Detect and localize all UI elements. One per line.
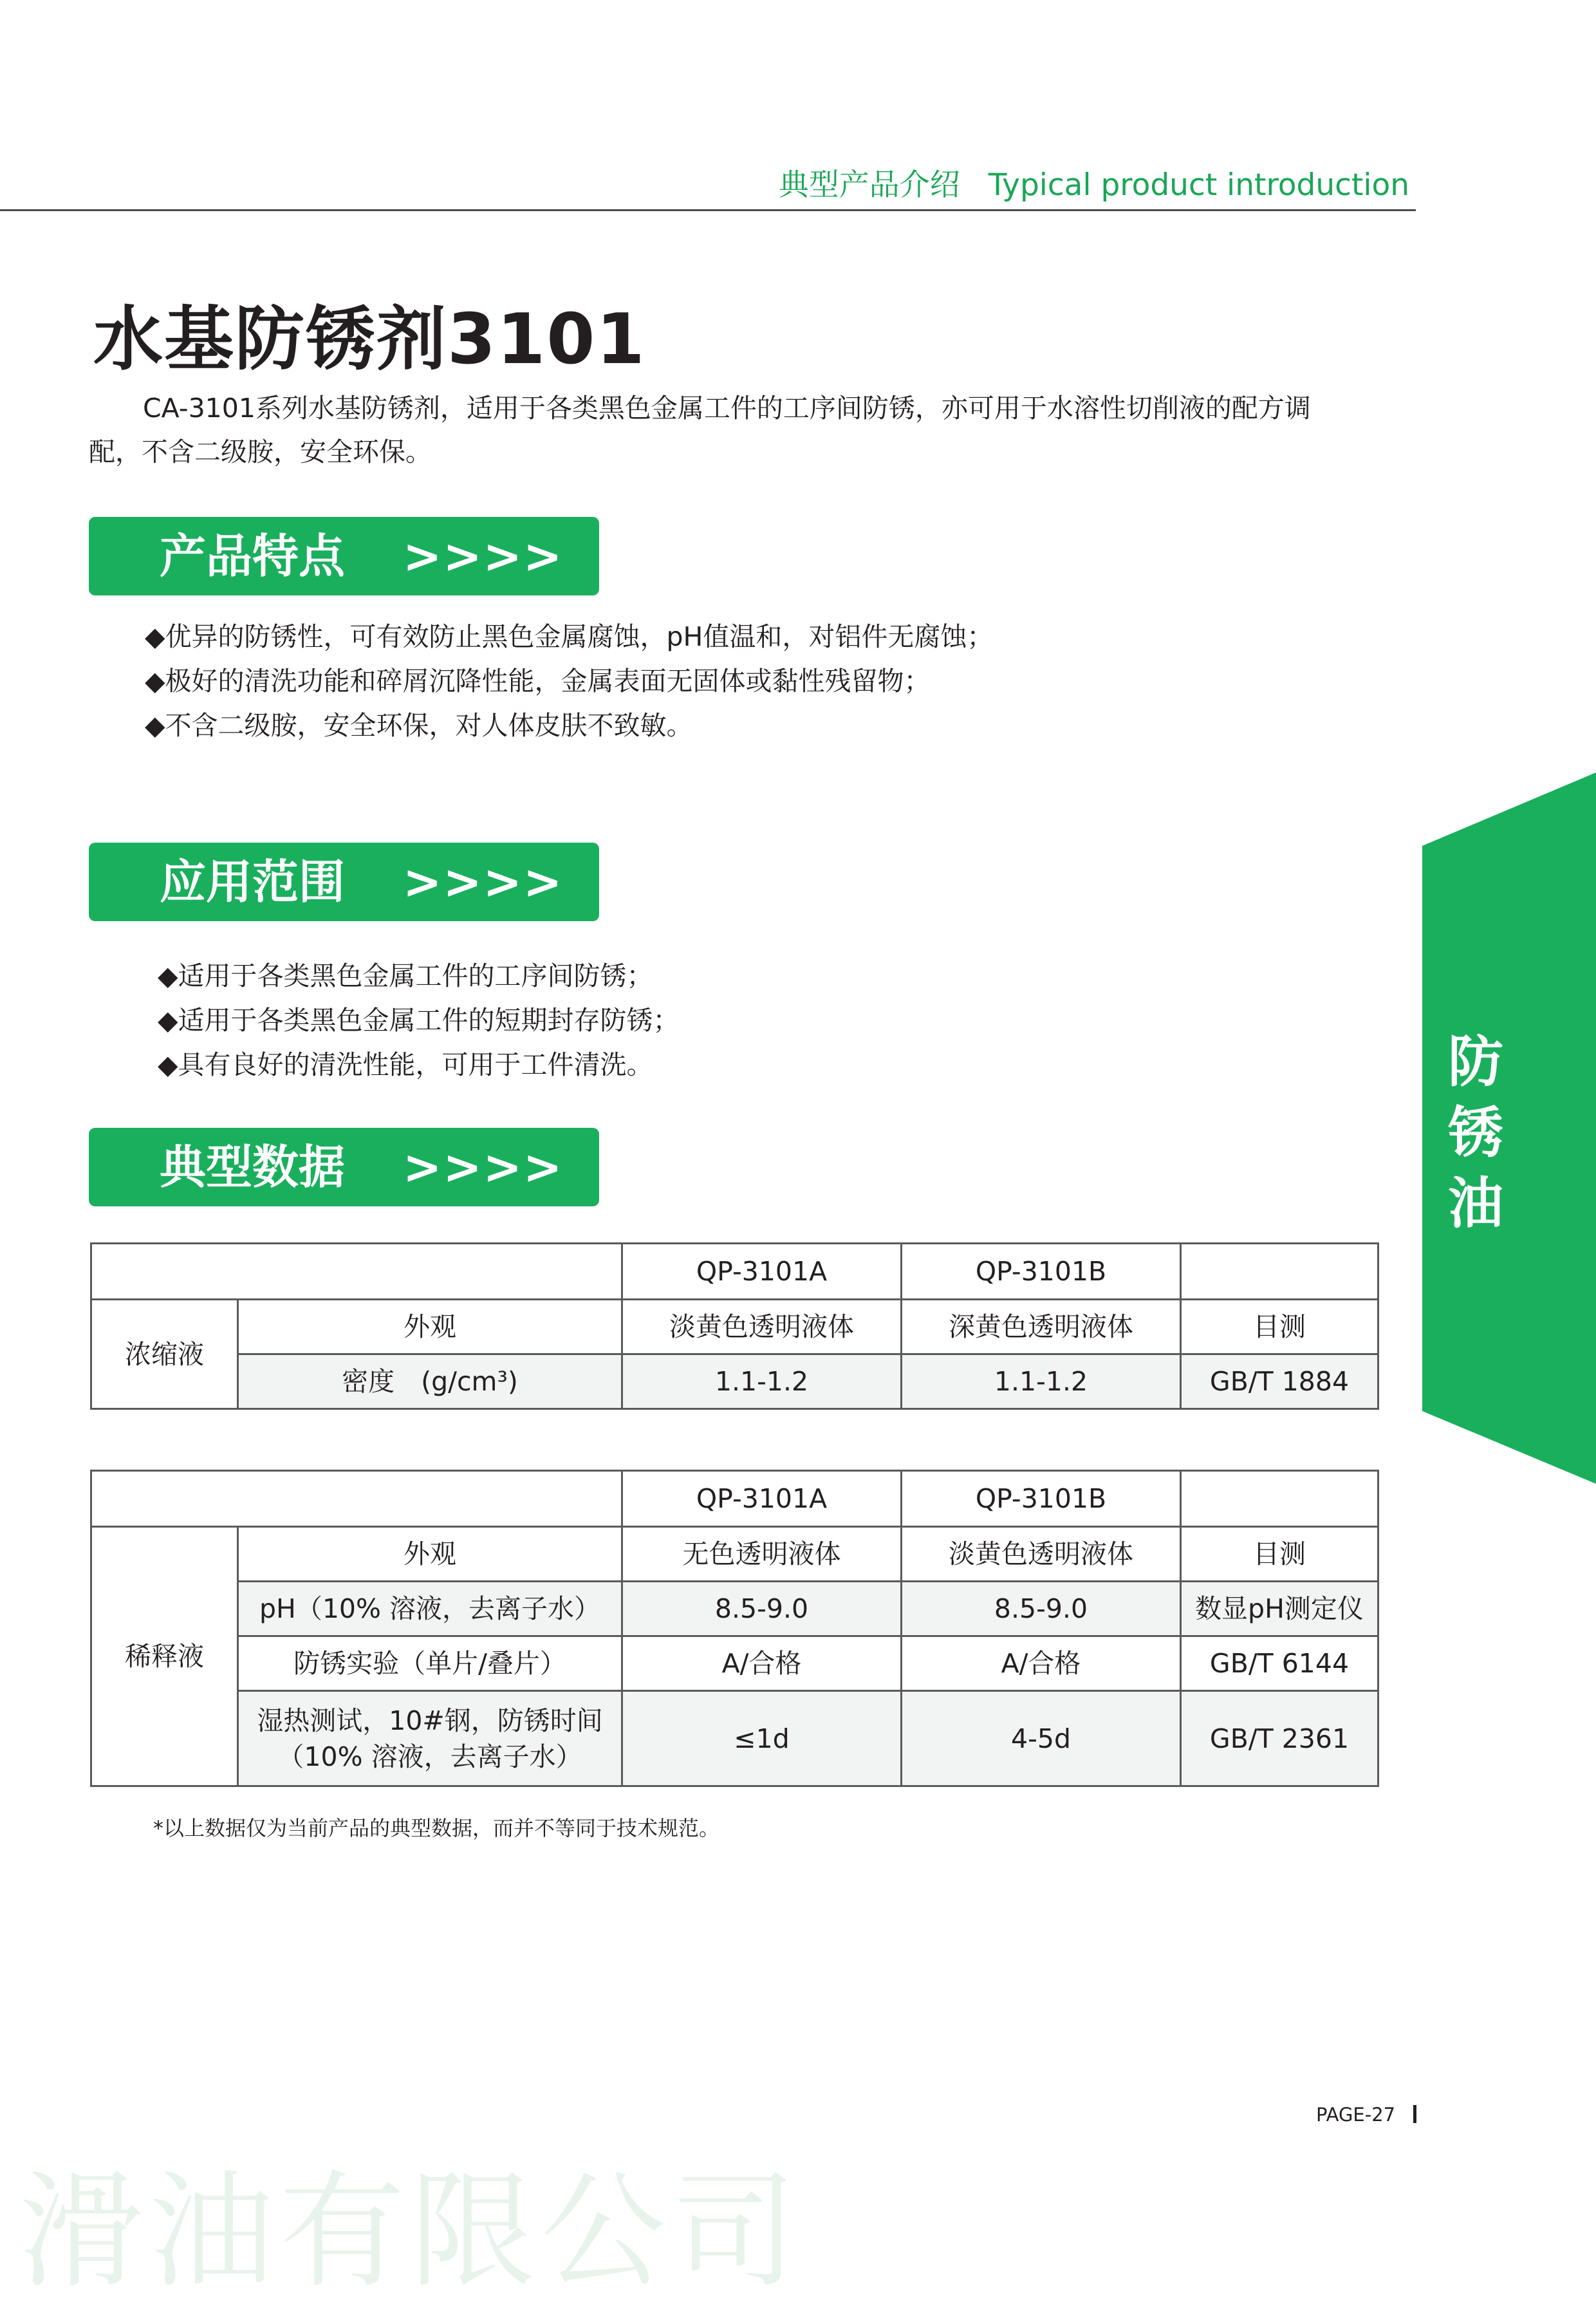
table-cell: 淡黄色透明液体 [902,1527,1181,1582]
list-item: ◆极好的清洗功能和碎屑沉降性能，金属表面无固体或黏性残留物； [145,666,931,697]
table-cell: 防锈实验（单片/叠片） [238,1636,622,1691]
table-cell: GB/T 6144 [1181,1636,1378,1691]
page-title: 水基防锈剂3101 [93,299,646,380]
diluted-table [90,1470,1379,1787]
features-heading: 产品特点 [160,529,346,583]
table-row [91,1300,1378,1354]
header-divider [0,209,1416,211]
header-en: Typical product introduction [988,167,1409,203]
table-cell: 1.1-1.2 [902,1354,1181,1409]
table-cell: 密度 (g/cm³) [238,1354,622,1409]
intro-line-2: 配，不含二级胺，安全环保。 [89,436,432,467]
table-header-row [91,1471,1378,1527]
applications-list [158,954,680,1087]
table-cell: 4-5d [902,1691,1181,1786]
arrow-icon: >>>> [403,529,564,583]
watermark: 滑油有限公司 [18,2158,802,2305]
page-number-bar [1413,2105,1416,2123]
table-row [91,1354,1378,1409]
applications-heading: 应用范围 [160,855,346,909]
table-corner-cell [91,1471,622,1527]
table-cell: A/合格 [622,1636,902,1691]
table-cell: 外观 [238,1300,622,1354]
table-cell: 1.1-1.2 [622,1354,902,1409]
data-banner [89,1128,599,1206]
table-cell: 目测 [1181,1300,1378,1354]
table-cell: 8.5-9.0 [622,1582,902,1636]
table-cell-line: （10% 溶液，去离子水） [277,1741,582,1772]
table-cell: 外观 [238,1527,622,1582]
table-row [91,1691,1378,1786]
page-number: PAGE-27 [1316,2104,1396,2126]
intro-line-1: CA-3101系列水基防锈剂，适用于各类黑色金属工件的工序间防锈，亦可用于水溶性切削液的配方调 [143,393,1311,424]
table-header-cell: QP-3101B [902,1471,1181,1527]
concentrate-table [90,1242,1379,1410]
table-row [91,1636,1378,1691]
table-cell: 淡黄色透明液体 [622,1300,902,1354]
table-header-cell: QP-3101A [622,1244,902,1300]
list-item: ◆具有良好的清洗性能，可用于工件清洗。 [158,1049,653,1080]
list-item: ◆不含二级胺，安全环保，对人体皮肤不致敏。 [145,710,693,741]
applications-banner [89,843,599,921]
table-group-cell: 浓缩液 [91,1300,238,1409]
table-header-row [91,1244,1378,1300]
list-item: ◆适用于各类黑色金属工件的工序间防锈； [158,960,653,991]
running-header [779,161,1409,204]
arrow-icon: >>>> [403,855,564,909]
data-heading: 典型数据 [160,1140,346,1194]
side-tab-char: 油 [1448,1172,1503,1236]
table-cell: 深黄色透明液体 [902,1300,1181,1354]
table-cell: 8.5-9.0 [902,1582,1181,1636]
table-cell [238,1691,622,1786]
list-item: ◆优异的防锈性，可有效防止黑色金属腐蚀，pH值温和，对铝件无腐蚀； [145,621,994,652]
table-cell: 目测 [1181,1527,1378,1582]
table-cell: ≤1d [622,1691,902,1786]
table-cell: 无色透明液体 [622,1527,902,1582]
table-row [91,1527,1378,1582]
table-header-cell: QP-3101A [622,1471,902,1527]
table-cell: pH（10% 溶液，去离子水） [238,1582,622,1636]
table-cell: GB/T 2361 [1181,1691,1378,1786]
table-header-cell [1181,1244,1378,1300]
features-banner [89,517,599,595]
arrow-icon: >>>> [403,1140,564,1194]
list-item: ◆适用于各类黑色金属工件的短期封存防锈； [158,1005,680,1036]
table-cell-line: 湿热测试，10#钢，防锈时间 [257,1705,603,1736]
features-list [145,615,993,748]
table-cell: A/合格 [902,1636,1181,1691]
table-row [91,1582,1378,1636]
table-cell: GB/T 1884 [1181,1354,1378,1409]
header-cn: 典型产品介绍 [778,167,960,203]
side-tab-char: 锈 [1448,1101,1503,1165]
table-group-cell: 稀释液 [91,1527,238,1786]
footnote: *以上数据仅为当前产品的典型数据，而并不等同于技术规范。 [153,1816,720,1840]
table-corner-cell [91,1244,622,1300]
table-cell: 数显pH测定仪 [1181,1582,1378,1636]
table-header-cell: QP-3101B [902,1244,1181,1300]
table-header-cell [1181,1471,1378,1527]
side-tab-char: 防 [1448,1030,1503,1094]
